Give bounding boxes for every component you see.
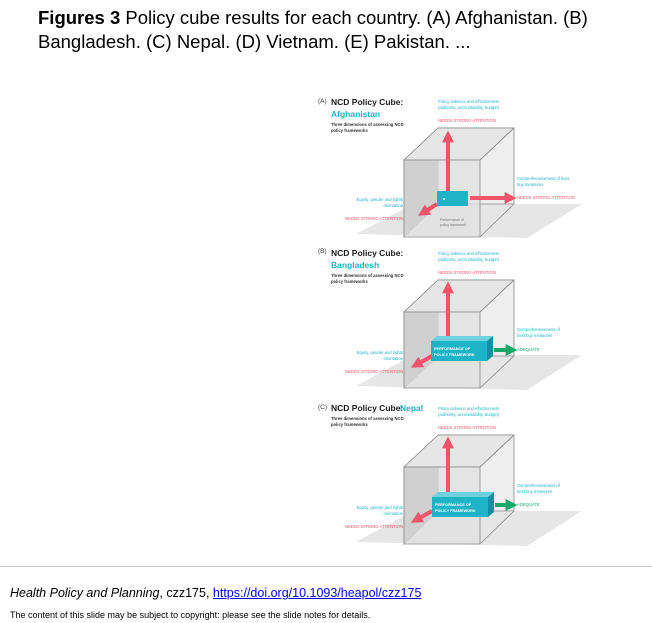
floor-label: policy framework [440,223,467,227]
panel-heading: NCD Policy Cube: [331,97,404,107]
left-axis-label: Equity, gender and rights [356,350,403,355]
panel-letter: (C) [318,404,328,411]
panel-letter: (A) [318,98,327,105]
left-axis-status: NEEDS STRONG ATTENTION [345,369,403,374]
right-axis-label: best buy measures [517,333,553,338]
top-axis-label: Policy salience and effectiveness [438,251,500,256]
panel-letter: (B) [318,248,327,255]
panel-heading: NCD Policy Cube: [331,403,404,413]
top-axis-label: (authority, accountability, budget) [438,412,500,417]
copyright-notice: The content of this slide may be subject to copyright: please see the slide notes for details. [10,610,371,620]
top-axis-label: Policy salience and effectiveness [438,99,500,104]
top-axis-status: NEEDS STRONG ATTENTION [438,118,496,123]
top-axis-status: NEEDS STRONG ATTENTION [438,425,496,430]
right-axis-label: best buy measures [517,489,553,494]
panel-country: Nepal [400,403,424,413]
performance-label: POLICY FRAMEWORK [434,353,475,357]
left-axis-label: Equity, gender and rights [356,505,403,510]
footer-divider [0,566,652,567]
right-axis-status: NEEDS STRONG ATTENTION [517,195,575,200]
right-axis-status: ADEQUATE [517,502,540,507]
left-axis-status: NEEDS STRONG ATTENTION [345,524,403,529]
top-axis-label: (authority, accountability, budget) [438,105,500,110]
left-axis-label: Equity, gender and rights [356,197,403,202]
article-id: , czz175, [159,586,213,600]
citation [10,586,421,600]
panel-subtitle: policy frameworks [331,128,368,133]
right-axis-label: Comprehensiveness of [517,327,560,332]
performance-label: PERFORMANCE OF [434,347,471,351]
doi-link[interactable]: https://doi.org/10.1093/heapol/czz175 [212,586,422,600]
panel-afghanistan [318,97,582,238]
right-axis-label: Comprehensiveness of [517,483,560,488]
panel-subtitle: policy frameworks [331,279,368,284]
panel-country: Afghanistan [331,109,381,119]
panel-subtitle: Three dimensions of assessing NCD [331,273,404,278]
figure-label: Figures 3 [38,7,121,28]
right-axis-label: buy measures [517,182,544,187]
left-axis-label: orientation [383,356,403,361]
journal-name: Health Policy and Planning [10,586,160,600]
panel-nepal [318,403,582,546]
left-axis-status: NEEDS STRONG ATTENTION [345,216,403,221]
performance-block [437,191,468,206]
top-axis-label: (authority, accountability, budget) [438,257,500,262]
performance-dot [443,198,445,200]
panel-subtitle: Three dimensions of assessing NCD [331,122,404,127]
performance-block-top [432,492,494,497]
performance-block [431,341,487,361]
panel-bangladesh [318,248,582,390]
right-axis-status: ADEQUATE [517,347,540,352]
top-axis-label: Policy salience and effectiveness [438,406,500,411]
right-axis-label: Comprehensiveness of best [517,176,569,181]
top-axis-status: NEEDS STRONG ATTENTION [438,270,496,275]
floor-label: Performance of [440,218,464,222]
left-axis-label: orientation [383,511,403,516]
performance-block [432,497,488,517]
panel-country: Bangladesh [331,260,380,270]
panel-subtitle: Three dimensions of assessing NCD [331,416,404,421]
performance-label: PERFORMANCE OF [435,503,472,507]
figure-caption: Policy cube results for each country. (A) Afghanistan. (B) Bangladesh. (C) Nepal. (D) Vietnam. (E) Pakistan. ... [38,7,588,52]
performance-label: POLICY FRAMEWORK [435,509,476,513]
panel-subtitle: policy frameworks [331,422,368,427]
performance-block-top [431,336,493,341]
left-axis-label: orientation [383,203,403,208]
panel-heading: NCD Policy Cube: [331,248,404,258]
